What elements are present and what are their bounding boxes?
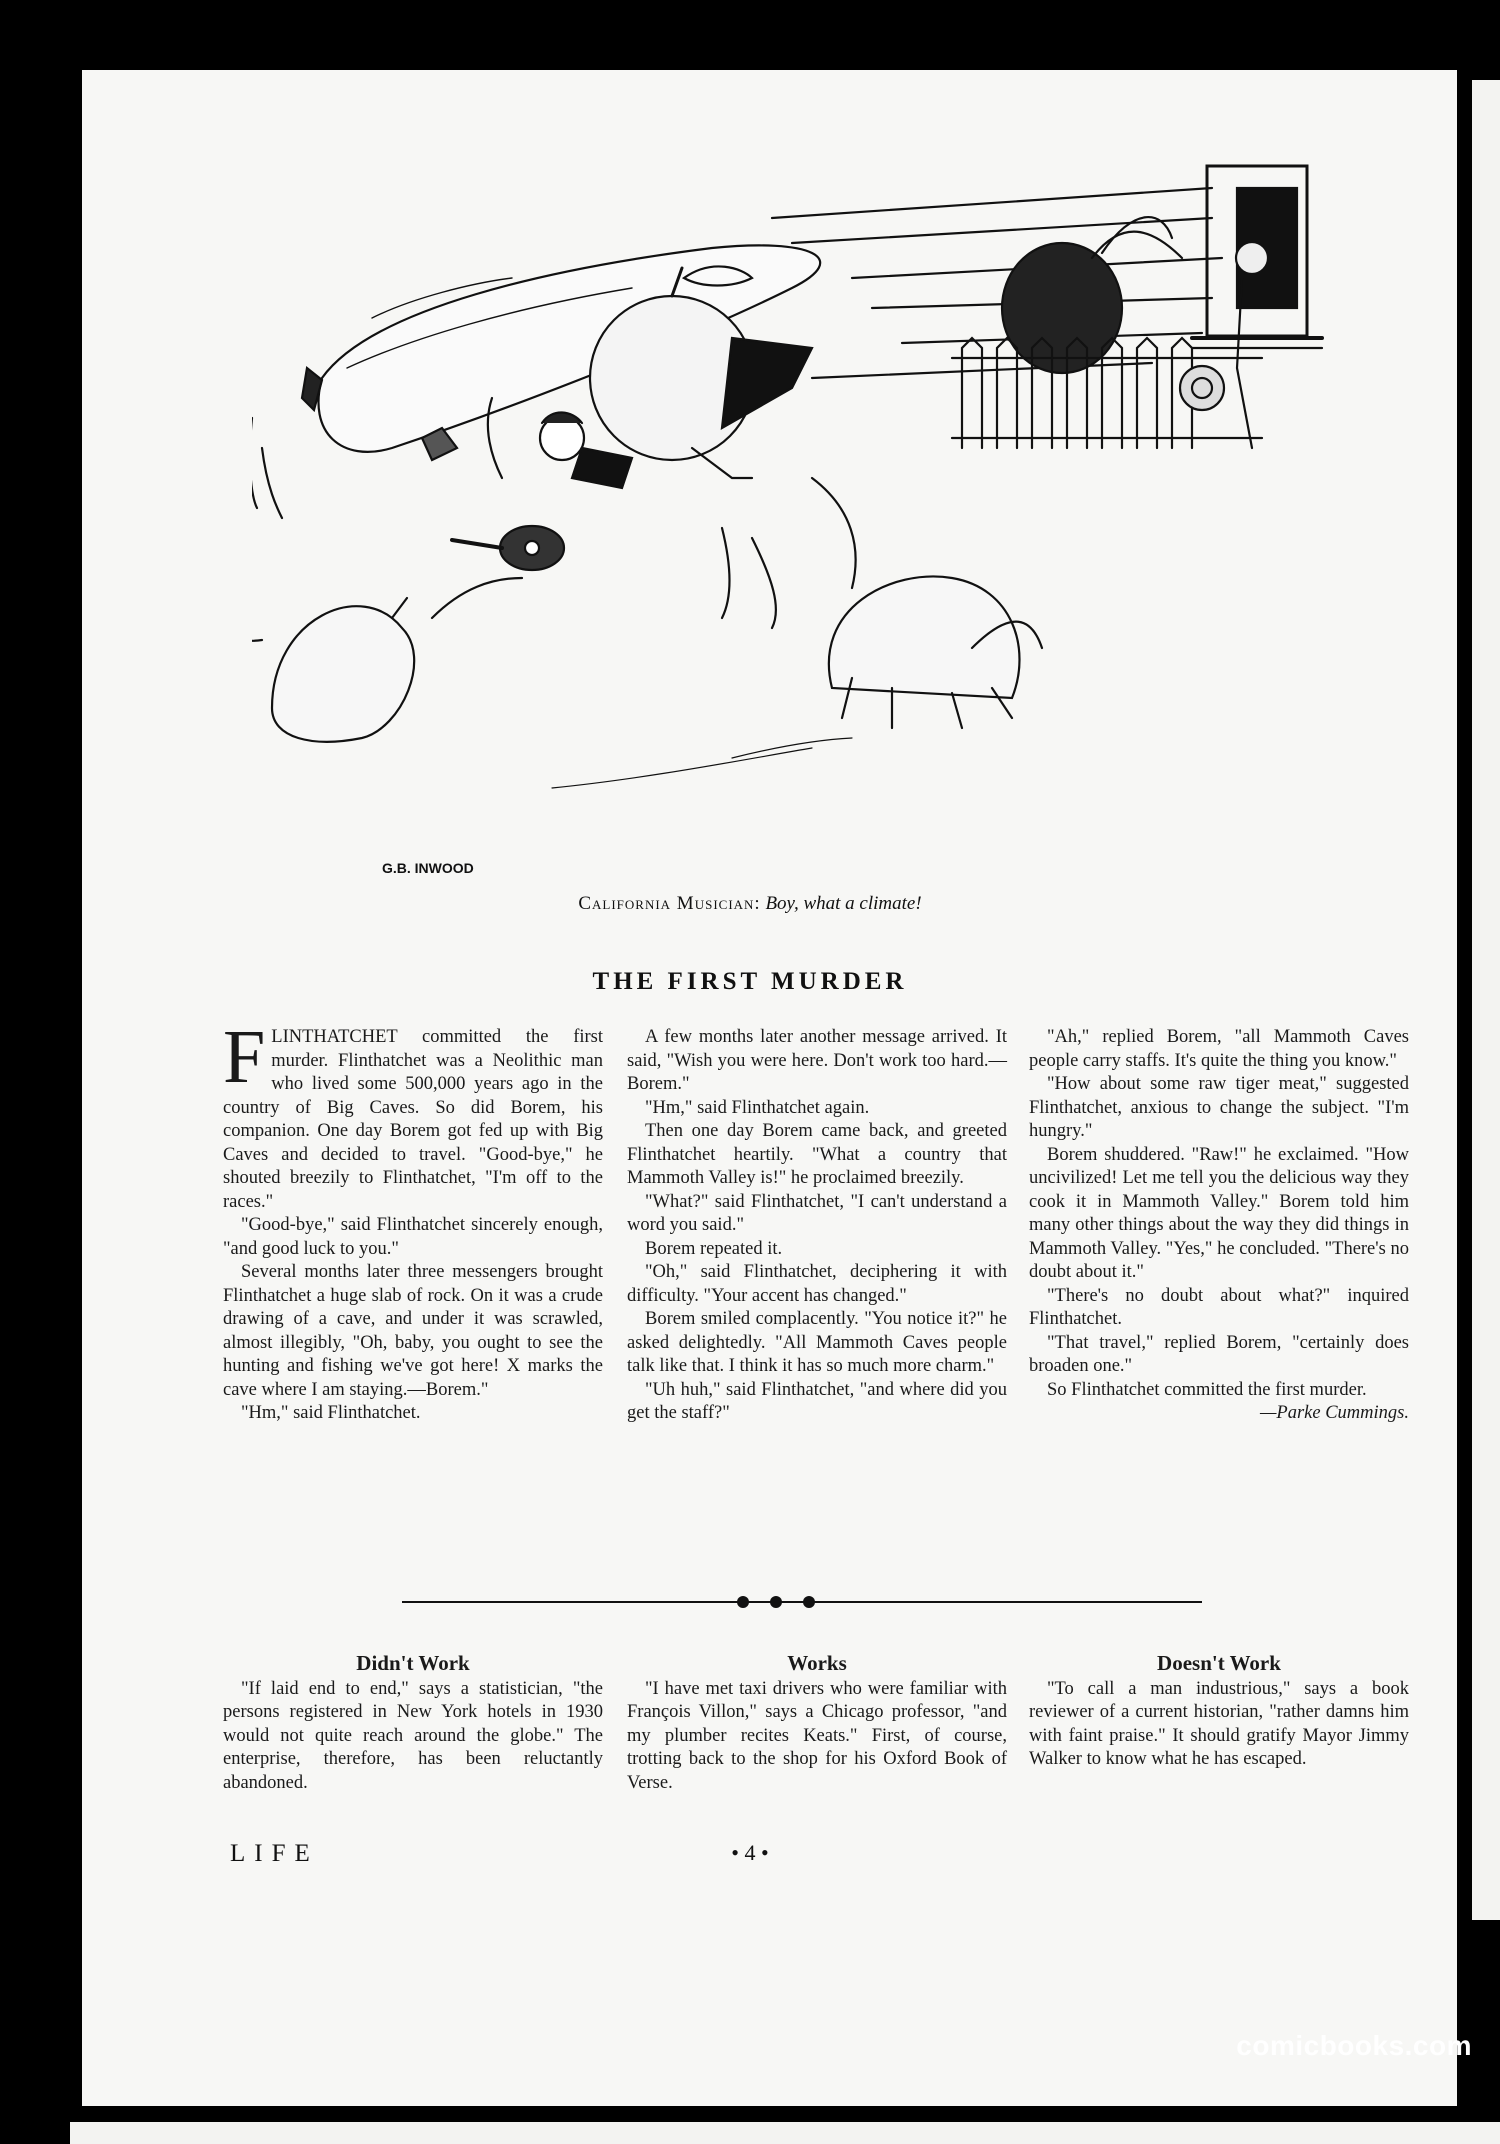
site-watermark: comicbooks.com [1236,2030,1472,2061]
short-item-text: "I have met taxi drivers who were familiar with François Villon," says a Chicago professor, "and my plumber recites Keats." First, of course, trotting back to the shop for his Oxford Book of Verse. [627,1678,1007,1793]
short-item-didnt-work [223,1652,603,1795]
article-paragraph: "Hm," said Flinthatchet. [241,1403,421,1423]
article-paragraph: "Hm," said Flinthatchet again. [645,1097,870,1118]
short-item-text: "To call a man industrious," says a book reviewer of a current historian, "rather damns him with faint praise." It should gratify Mayor Jimmy Walker to know what he has escaped. [1029,1678,1409,1769]
short-item-title: Works [787,1651,847,1675]
article-paragraph: "There's no doubt about what?" inquired Flinthatchet. [1029,1285,1409,1329]
article-paragraph: A few months later another message arrived. It said, "Wish you were here. Don't work too hard.—Borem." [627,1027,1007,1094]
article-column-3 [1029,1026,1409,1426]
article-paragraph: Borem repeated it. [645,1238,783,1259]
page-number: • 4 • [731,1840,769,1865]
article-paragraph: Then one day Borem came back, and greeted Flinthatchet heartily. "What a country that Mammoth Valley is!" he proclaimed breezily. [627,1121,1007,1188]
short-item-doesnt-work [1029,1652,1409,1772]
article-paragraph: "Ah," replied Borem, "all Mammoth Caves people carry staffs. It's quite the thing you know." [1029,1027,1409,1071]
article-paragraph: "How about some raw tiger meat," suggested Flinthatchet, anxious to change the subject. "I'm hungry." [1029,1074,1409,1141]
facing-page-edge [1472,80,1500,1920]
article-paragraph: "What?" said Flinthatchet, "I can't understand a word you said." [627,1191,1007,1235]
article-column-1 [223,1015,603,1426]
cartoon-caption [0,893,1500,915]
article-paragraph: "Good-bye," said Flinthatchet sincerely enough, "and good luck to you." [223,1215,603,1259]
short-item-title: Didn't Work [356,1651,470,1675]
drop-cap: F [223,1015,266,1099]
cartoon-illustration [252,148,1382,888]
short-item-text: "If laid end to end," says a statistician, "the persons registered in New York hotels in 1930 would not quite reach around the globe." The enterprise, therefore, has been reluctantly abandoned. [223,1678,603,1793]
article-paragraph: Several months later three messengers brought Flinthatchet a huge slab of rock. On it was a crude drawing of a cave, and under it was scrawled, almost illegibly, "Oh, baby, you ought to see the hunting and fishing we've got here! X marks the cave where I am staying.—Borem." [223,1262,603,1400]
article-paragraph: "Oh," said Flinthatchet, deciphering it with difficulty. "Your accent has changed." [627,1262,1007,1306]
cartoon-signature: G.B. INWOOD [382,860,474,876]
article-paragraph: Borem smiled complacently. "You notice it?" he asked delightedly. "All Mammoth Caves people talk like that. I think it has so much more charm." [627,1309,1007,1376]
article-paragraph: "That travel," replied Borem, "certainly does broaden one." [1029,1332,1409,1376]
caption-speaker: California Musician: [578,893,761,914]
article-paragraph: "Uh huh," said Flinthatchet, "and where did you get the staff?" [627,1379,1007,1423]
section-divider [402,1592,1202,1612]
article-byline: —Parke Cummings. [1259,1403,1409,1423]
magazine-name: LIFE [230,1840,319,1867]
next-page-edge [70,2122,1500,2144]
short-item-works [627,1652,1007,1795]
article-title: THE FIRST MURDER [592,968,908,995]
caption-quote: Boy, what a climate! [765,893,922,914]
article-paragraph: So Flinthatchet committed the first murder. —Parke Cummings. [1029,1379,1409,1403]
article-paragraph: FLINTHATCHET committed the first murder. Flinthatchet was a Neolithic man who lived some 500,000 years ago in the country of Big Caves. So did Borem, his companion. One day Borem got fed up with Big Caves and decided to travel. "Good-bye," he shouted breezily to Flinthatchet, "I'm off to the races." [223,1015,603,1212]
article-column-2 [627,1026,1007,1426]
short-item-title: Doesn't Work [1157,1651,1281,1675]
article-paragraph: Borem shuddered. "Raw!" he exclaimed. "How uncivilized! Let me tell you the delicious way they cook it in Mammoth Valley." Borem told him many other things about the way they did things in Mammoth Valley. "Yes," he concluded. "There's no doubt about it." [1029,1144,1409,1282]
